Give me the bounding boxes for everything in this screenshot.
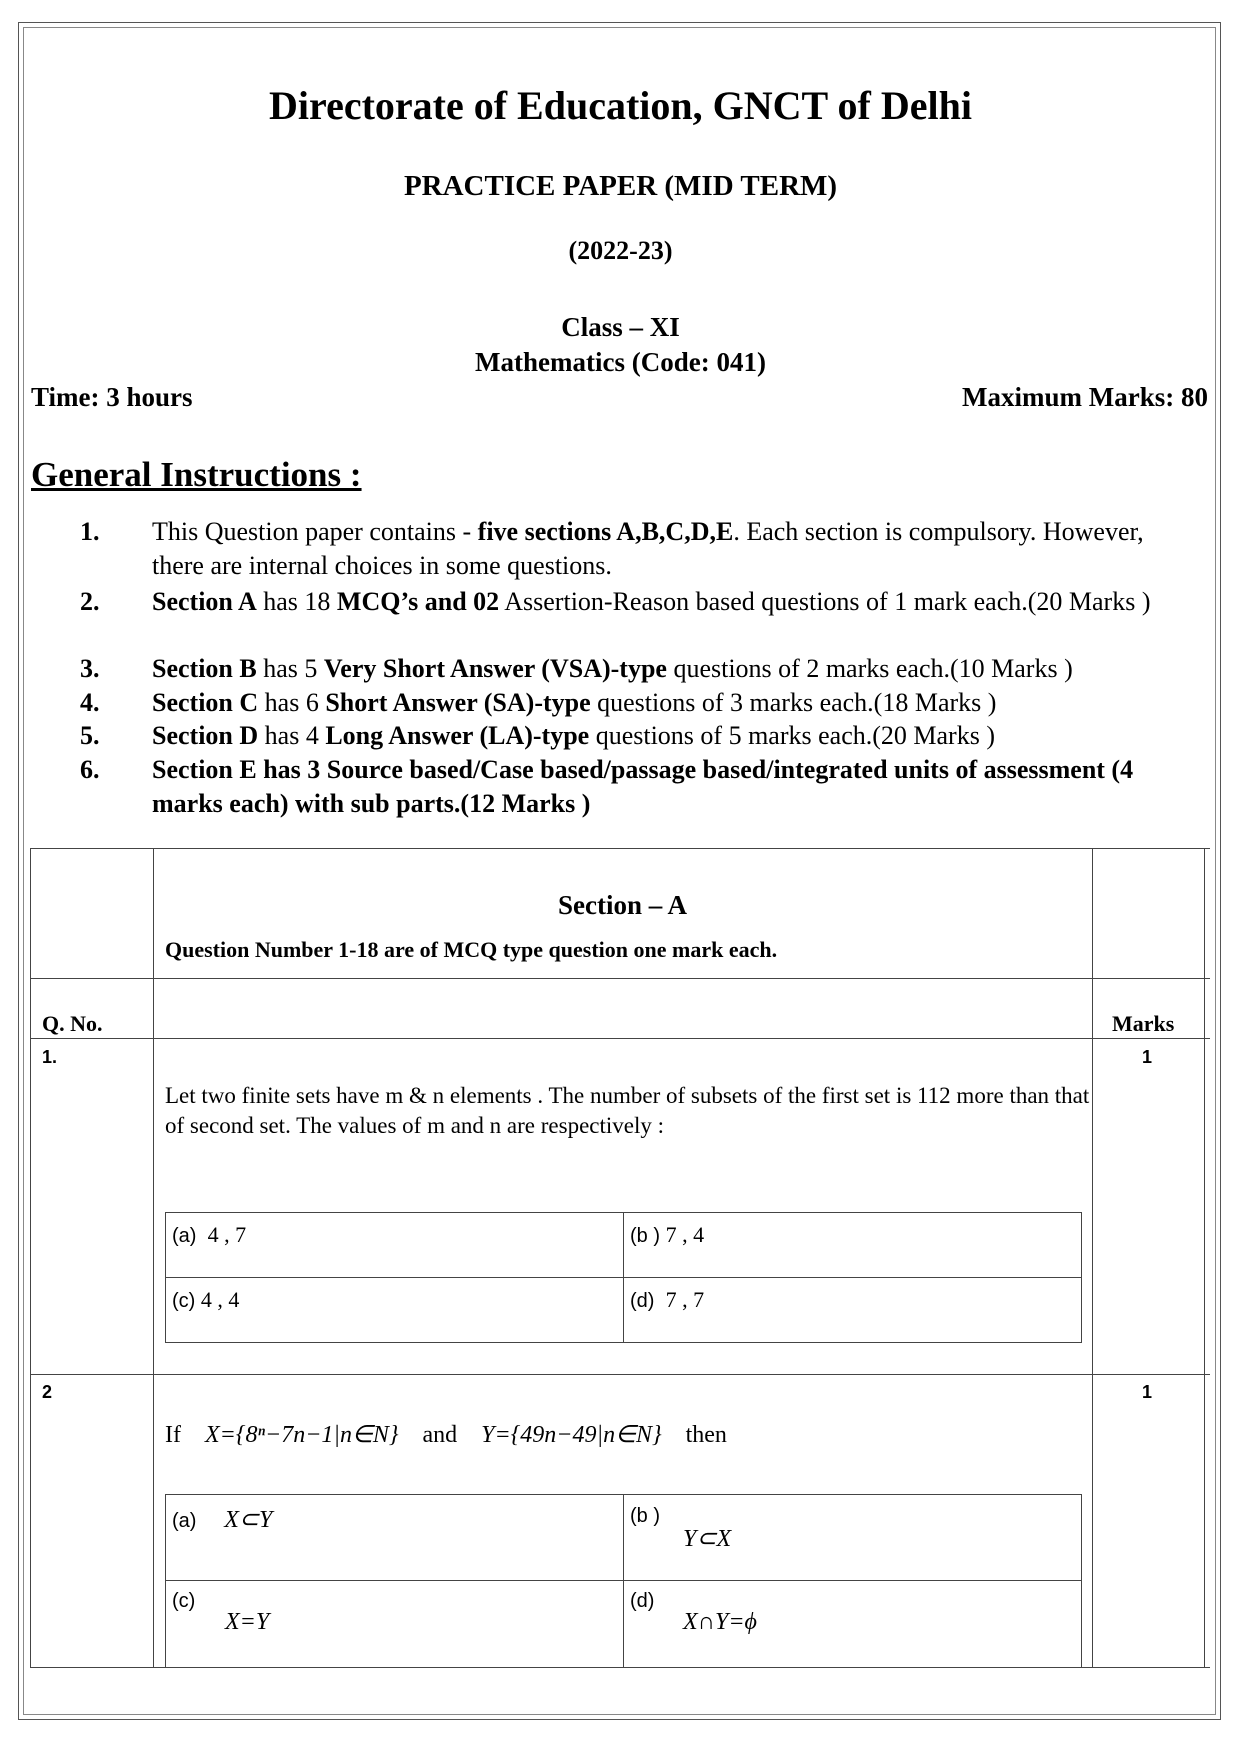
instruction-text: Section C has 6 Short Answer (SA)-type questions of 3 marks each.(18 Marks ) — [152, 688, 997, 717]
academic-year: (2022-23) — [568, 236, 673, 265]
table-border-top — [30, 848, 1210, 849]
option-c-value: X=Y — [225, 1609, 270, 1635]
page-border-inner — [23, 27, 1216, 1715]
instruction-number: 2. — [80, 587, 100, 616]
column-header-marks: Marks — [1112, 1011, 1175, 1036]
instruction-number: 6. — [80, 755, 100, 784]
option-b-label: (b ) — [630, 1505, 660, 1527]
section-title: Section – A — [557, 890, 687, 920]
question-number: 2 — [42, 1382, 53, 1402]
table-divider — [30, 1374, 1210, 1375]
instruction-text: Section B has 5 Very Short Answer (VSA)-type questions of 2 marks each.(10 Marks ) — [152, 654, 1073, 683]
class-label: Class – XI — [561, 312, 680, 342]
table-divider — [30, 1038, 1210, 1039]
subject-label: Mathematics (Code: 041) — [475, 347, 766, 377]
question-number: 1. — [42, 1047, 58, 1067]
table-border-right — [1204, 848, 1205, 1668]
instruction-text: Section D has 4 Long Answer (LA)-type questions of 5 marks each.(20 Marks ) — [152, 721, 995, 750]
max-marks-label: Maximum Marks: 80 — [962, 382, 1208, 412]
instruction-number: 4. — [80, 688, 100, 717]
instructions-heading: General Instructions : — [31, 455, 362, 494]
option-d-value: X∩Y=ϕ — [683, 1609, 757, 1635]
column-header-qno: Q. No. — [42, 1011, 103, 1036]
question-text: If X={8ⁿ−7n−1|n∈N} and Y={49n−49|n∈N} then — [165, 1422, 727, 1448]
instruction-number: 1. — [80, 517, 100, 546]
option-b-value: Y⊂X — [683, 1526, 732, 1552]
question-marks: 1 — [1142, 1047, 1153, 1067]
option-b: (b ) 7 , 4 — [630, 1222, 705, 1247]
question-marks: 1 — [1142, 1382, 1153, 1402]
option-d: (d) 7 , 7 — [630, 1287, 705, 1312]
set-y-expression: Y={49n−49|n∈N} — [481, 1422, 662, 1448]
option-c-label: (c) — [172, 1590, 196, 1612]
table-column-divider — [1092, 848, 1093, 1668]
table-column-divider — [153, 848, 154, 1668]
instruction-number: 3. — [80, 654, 100, 683]
option-a: (a) X⊂Y — [172, 1507, 273, 1533]
option-a: (a) 4 , 7 — [172, 1222, 247, 1247]
instruction-text: Section E has 3 Source based/Case based/passage based/integrated units of assessment (4 marks each) with sub parts.(12 Marks ) — [152, 755, 1134, 818]
section-subtitle: Question Number 1-18 are of MCQ type question one mark each. — [165, 937, 778, 962]
option-c: (c) 4 , 4 — [172, 1287, 240, 1312]
question-text: Let two finite sets have m & n elements . The number of subsets of the first set is 112 more than that of second set. The values of m and n are respectively : — [165, 1083, 1090, 1138]
instruction-number: 5. — [80, 721, 100, 750]
document-title: Directorate of Education, GNCT of Delhi — [269, 83, 972, 128]
option-d-label: (d) — [630, 1590, 655, 1612]
table-divider — [30, 978, 1210, 979]
instruction-text: This Question paper contains - five sections A,B,C,D,E. Each section is compulsory. However, there are internal choices in some questions. — [152, 517, 1144, 580]
paper-title: PRACTICE PAPER (MID TERM) — [403, 170, 838, 202]
set-x-expression: X={8ⁿ−7n−1|n∈N} — [204, 1422, 399, 1448]
table-border-left — [30, 848, 31, 1668]
instruction-text: Section A has 18 MCQ’s and 02 Assertion-Reason based questions of 1 mark each.(20 Marks ) — [152, 587, 1151, 616]
time-label: Time: 3 hours — [31, 382, 193, 412]
